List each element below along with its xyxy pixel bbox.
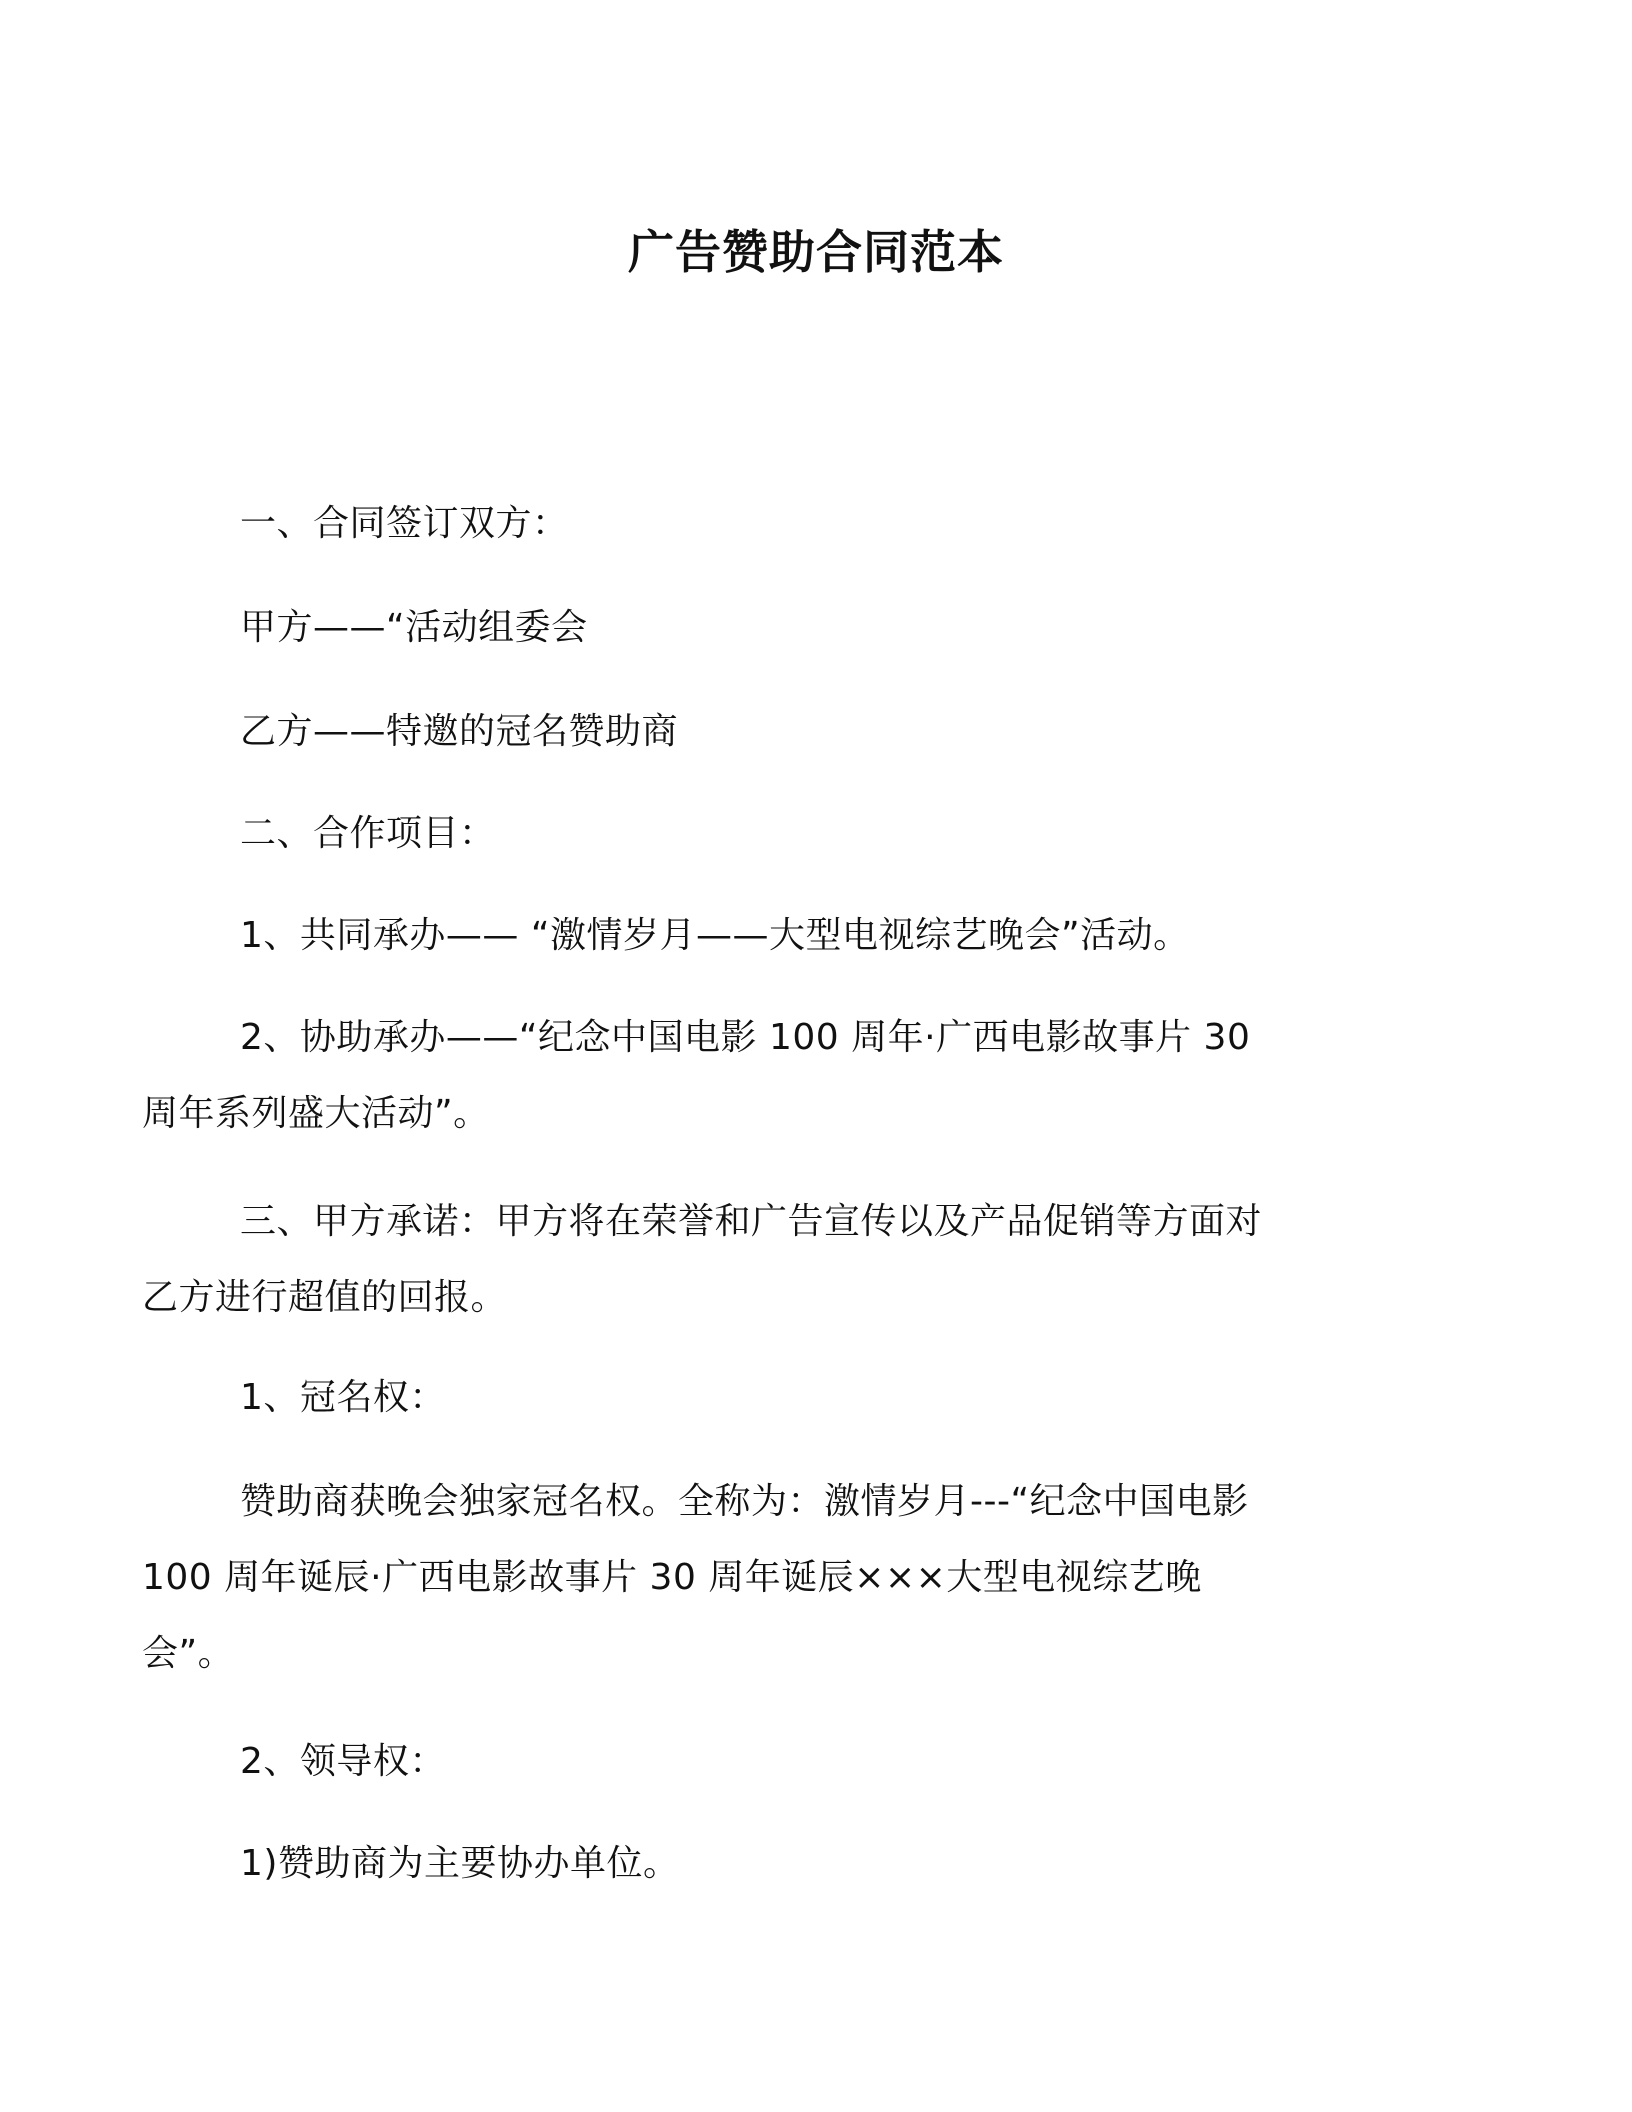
paragraph-line: 一、合同签订双方：: [240, 503, 569, 544]
paragraph-line: 会”。: [142, 1633, 235, 1674]
paragraph-line: 二、合作项目：: [240, 813, 496, 854]
paragraph-line: 1、共同承办—— “激情岁月——大型电视综艺晚会”活动。: [240, 915, 1190, 956]
paragraph-party-a-commitment: [142, 1184, 1400, 1336]
paragraph-naming-rights-heading: [240, 1360, 1400, 1436]
paragraph-line: 周年系列盛大活动”。: [142, 1093, 490, 1134]
document-title: 广告赞助合同范本: [628, 225, 1004, 279]
paragraph-co-organize: [240, 898, 1400, 974]
paragraph-line: 1)赞助商为主要协办单位。: [240, 1843, 680, 1884]
paragraph-naming-rights: [142, 1464, 1400, 1692]
paragraph-line: 1、冠名权：: [240, 1377, 446, 1418]
paragraph-party-a: [240, 590, 1400, 666]
paragraph-line: 三、甲方承诺：甲方将在荣誉和广告宣传以及产品促销等方面对: [240, 1201, 1263, 1242]
paragraph-leadership-item: [240, 1826, 1400, 1902]
paragraph-line: 乙方——特邀的冠名赞助商: [240, 711, 679, 752]
paragraph-line: 2、协助承办——“纪念中国电影 100 周年·广西电影故事片 30: [240, 1017, 1251, 1058]
paragraph-cooperation-heading: [240, 796, 1400, 872]
paragraph-line: 100 周年诞辰·广西电影故事片 30 周年诞辰×××大型电视综艺晚: [142, 1557, 1202, 1598]
paragraph-leadership-heading: [240, 1724, 1400, 1800]
paragraph-line: 甲方——“活动组委会: [240, 607, 588, 648]
paragraph-parties-heading: [240, 486, 1400, 562]
paragraph-line: 乙方进行超值的回报。: [142, 1277, 508, 1318]
paragraph-line: 赞助商获晚会独家冠名权。全称为：激情岁月---“纪念中国电影: [240, 1481, 1249, 1522]
paragraph-line: 2、领导权：: [240, 1741, 446, 1782]
paragraph-party-b: [240, 694, 1400, 770]
paragraph-assist-organize: [142, 1000, 1400, 1152]
